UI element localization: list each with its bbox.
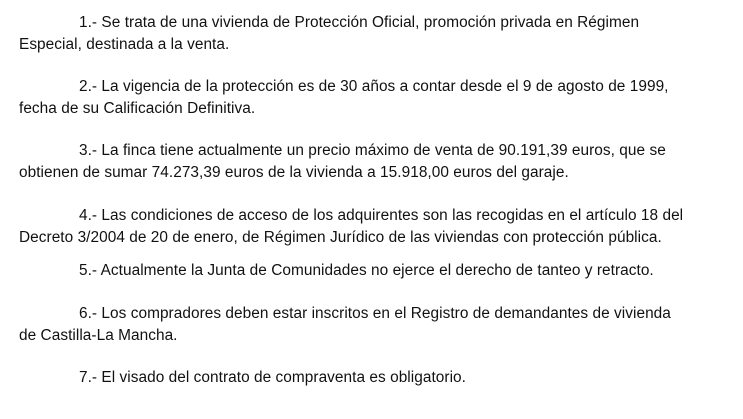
clause-3 xyxy=(0,140,666,184)
clause-6 xyxy=(0,303,671,347)
clause-2 xyxy=(0,76,669,120)
clause-4-line-1: 4.- Las condiciones de acceso de los adquirentes son las recogidas en el artículo 18 del xyxy=(79,207,684,224)
clause-3-line-1: 3.- La finca tiene actualmente un precio máximo de venta de 90.191,39 euros, que se xyxy=(79,142,666,159)
clause-5-line-1: 5.- Actualmente la Junta de Comunidades no ejerce el derecho de tanteo y retracto. xyxy=(79,262,654,279)
clause-2-line-2: fecha de su Calificación Definitiva. xyxy=(19,100,256,117)
clause-7 xyxy=(0,367,466,389)
clause-6-line-2: de Castilla-La Mancha. xyxy=(19,327,178,344)
clause-1-line-1: 1.- Se trata de una vivienda de Protección Oficial, promoción privada en Régimen xyxy=(79,14,640,31)
clause-2-line-1: 2.- La vigencia de la protección es de 30 años a contar desde el 9 de agosto de 1999, xyxy=(79,78,669,95)
clause-1 xyxy=(0,12,639,56)
clause-1-line-2: Especial, destinada a la venta. xyxy=(19,36,230,53)
clause-6-line-1: 6.- Los compradores deben estar inscritos en el Registro de demandantes de vivienda xyxy=(79,305,671,322)
clause-4-line-2: Decreto 3/2004 de 20 de enero, de Régimen Jurídico de las viviendas con protección pública. xyxy=(19,229,662,246)
clause-3-line-2: obtienen de sumar 74.273,39 euros de la vivienda a 15.918,00 euros del garaje. xyxy=(19,164,569,181)
clause-5 xyxy=(0,260,654,282)
clause-4 xyxy=(0,205,683,249)
clause-7-line-1: 7.- El visado del contrato de compraventa es obligatorio. xyxy=(79,369,466,386)
